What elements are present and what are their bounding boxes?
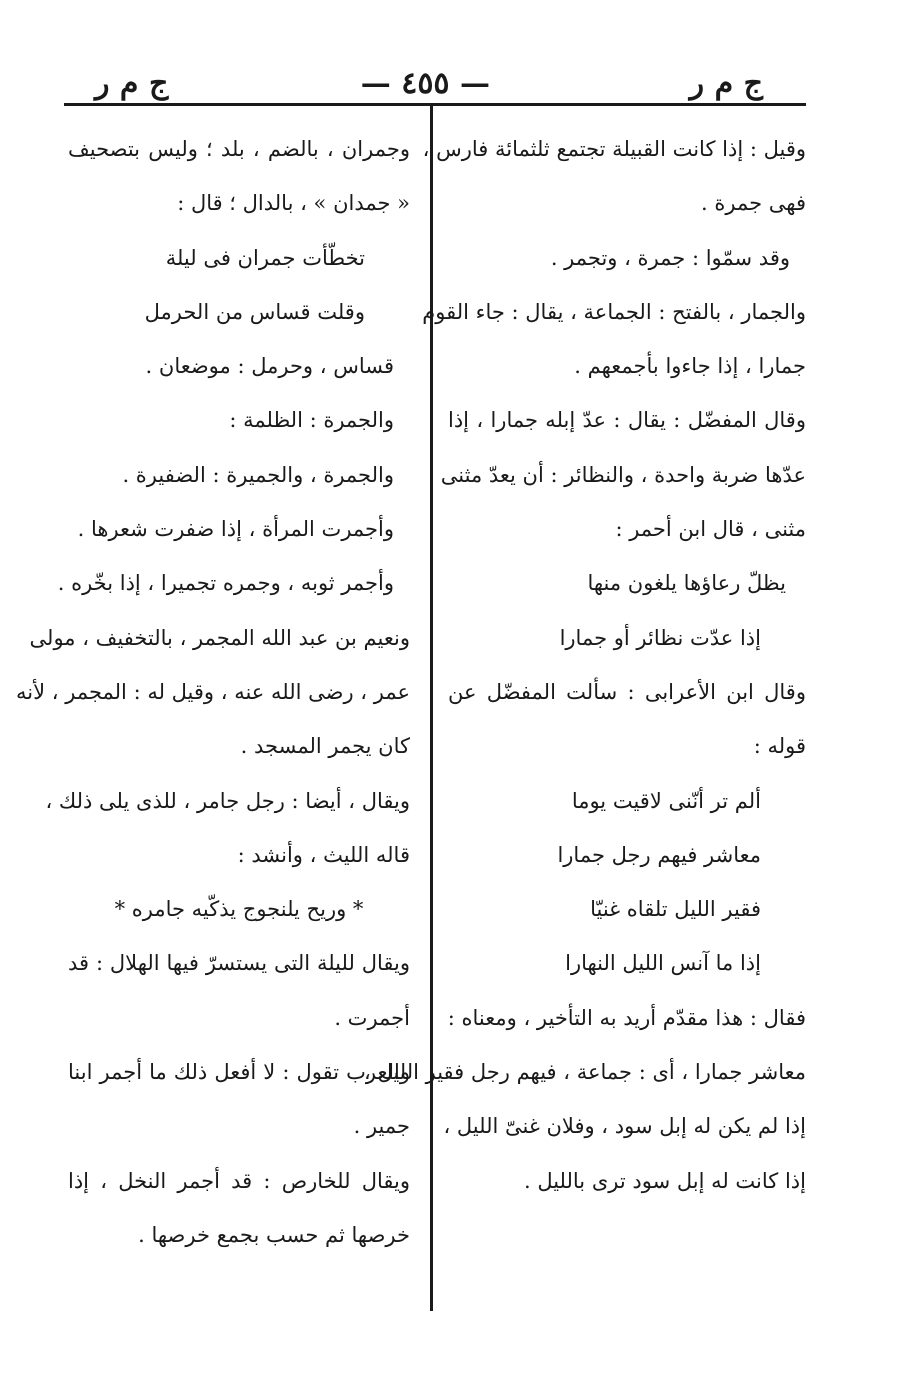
verse-line: تخطّأت جمران فى ليلة <box>165 245 365 270</box>
text-line: وقيل : إذا كانت القبيلة تجتمع ثلثمائة فارس ، <box>422 137 806 161</box>
page-header <box>0 62 908 102</box>
text-line: أجمرت . <box>334 1005 410 1030</box>
header-root-left: ج م ر <box>95 66 169 101</box>
text-line: جمارا ، إذا جاءوا بأجمعهم . <box>574 354 806 379</box>
verse-line: وقلت قساس من الحرمل <box>144 299 365 324</box>
text-line: وقال المفضّل : يقال : عدّ إبله جمارا ، إذا <box>448 408 806 433</box>
text-line: وأجمر ثوبه ، وجمره تجميرا ، إذا بخّره . <box>57 571 394 596</box>
verse-line: إذا عدّت نظائر أو جمارا <box>559 625 761 650</box>
text-line: قاله الليث ، وأنشد : <box>237 842 410 867</box>
verse-line: * وريح يلنجوج يذكّيه جامره * <box>114 897 364 922</box>
page-number: — ٤٥٥ — <box>360 66 490 101</box>
text-line: كان يجمر المسجد . <box>240 734 410 759</box>
text-line: ويقال لليلة التى يستسرّ فيها الهلال : قد <box>68 951 410 976</box>
verse-line: فقير الليل تلقاه غنيّا <box>590 897 761 922</box>
text-line: خرصها ثم حسب بجمع خرصها . <box>138 1222 410 1247</box>
text-line: وأجمرت المرأة ، إذا ضفرت شعرها . <box>77 517 394 542</box>
verse-line: إذا ما آنس الليل النهارا <box>565 951 761 976</box>
text-line: والجمرة : الظلمة : <box>229 408 394 433</box>
verse-line: معاشر فيهم رجل جمارا <box>557 842 761 867</box>
text-line: وجمران ، بالضم ، بلد ؛ وليس بتصحيف <box>68 137 410 161</box>
text-line: وقال ابن الأعرابى : سألت المفضّل عن <box>448 679 806 704</box>
header-rule <box>64 103 806 106</box>
left-column <box>16 122 410 1262</box>
text-line: معاشر جمارا ، أى : جماعة ، فيهم رجل فقير الليل ، <box>364 1060 806 1085</box>
text-line: ويقال للخارص : قد أجمر النخل ، إذا <box>68 1168 410 1193</box>
text-line: والجمار ، بالفتح : الجماعة ، يقال : جاء القوم <box>422 299 806 324</box>
verse-line: ألم تر أنّنى لاقيت يوما <box>571 788 761 813</box>
text-line: وقد سمّوا : جمرة ، وتجمر . <box>550 245 790 270</box>
text-line: إذا لم يكن له إبل سود ، وفلان غنىّ الليل ، <box>443 1114 806 1139</box>
text-line: ويقال ، أيضا : رجل جامر ، للذى يلى ذلك ، <box>45 788 410 813</box>
text-line: « جمدان » ، بالدال ؛ قال : <box>177 191 410 216</box>
text-line: والعرب تقول : لا أفعل ذلك ما أجمر ابنا <box>68 1060 410 1085</box>
header-root-right: ج م ر <box>689 66 763 101</box>
text-line: قوله : <box>753 734 806 759</box>
text-line: عمر ، رضى الله عنه ، وقيل له : المجمر ، لأنه <box>16 679 410 704</box>
text-line: والجمرة ، والجميرة : الضفيرة . <box>122 462 394 487</box>
text-line: فقال : هذا مقدّم أريد به التأخير ، ومعناه : <box>447 1005 806 1030</box>
text-line: فهى جمرة . <box>701 191 806 216</box>
text-line: مثنى ، قال ابن أحمر : <box>615 517 806 542</box>
text-line: قساس ، وحرمل : موضعان . <box>145 354 394 379</box>
verse-line: يظلّ رعاؤها يلغون منها <box>587 571 786 596</box>
text-line: إذا كانت له إبل سود ترى بالليل . <box>523 1168 806 1193</box>
text-line: ونعيم بن عبد الله المجمر ، بالتخفيف ، مولى <box>29 625 410 650</box>
text-line: جمير . <box>353 1114 410 1139</box>
text-line: عدّها ضربة واحدة ، والنظائر : أن يعدّ مثنى <box>440 462 806 487</box>
